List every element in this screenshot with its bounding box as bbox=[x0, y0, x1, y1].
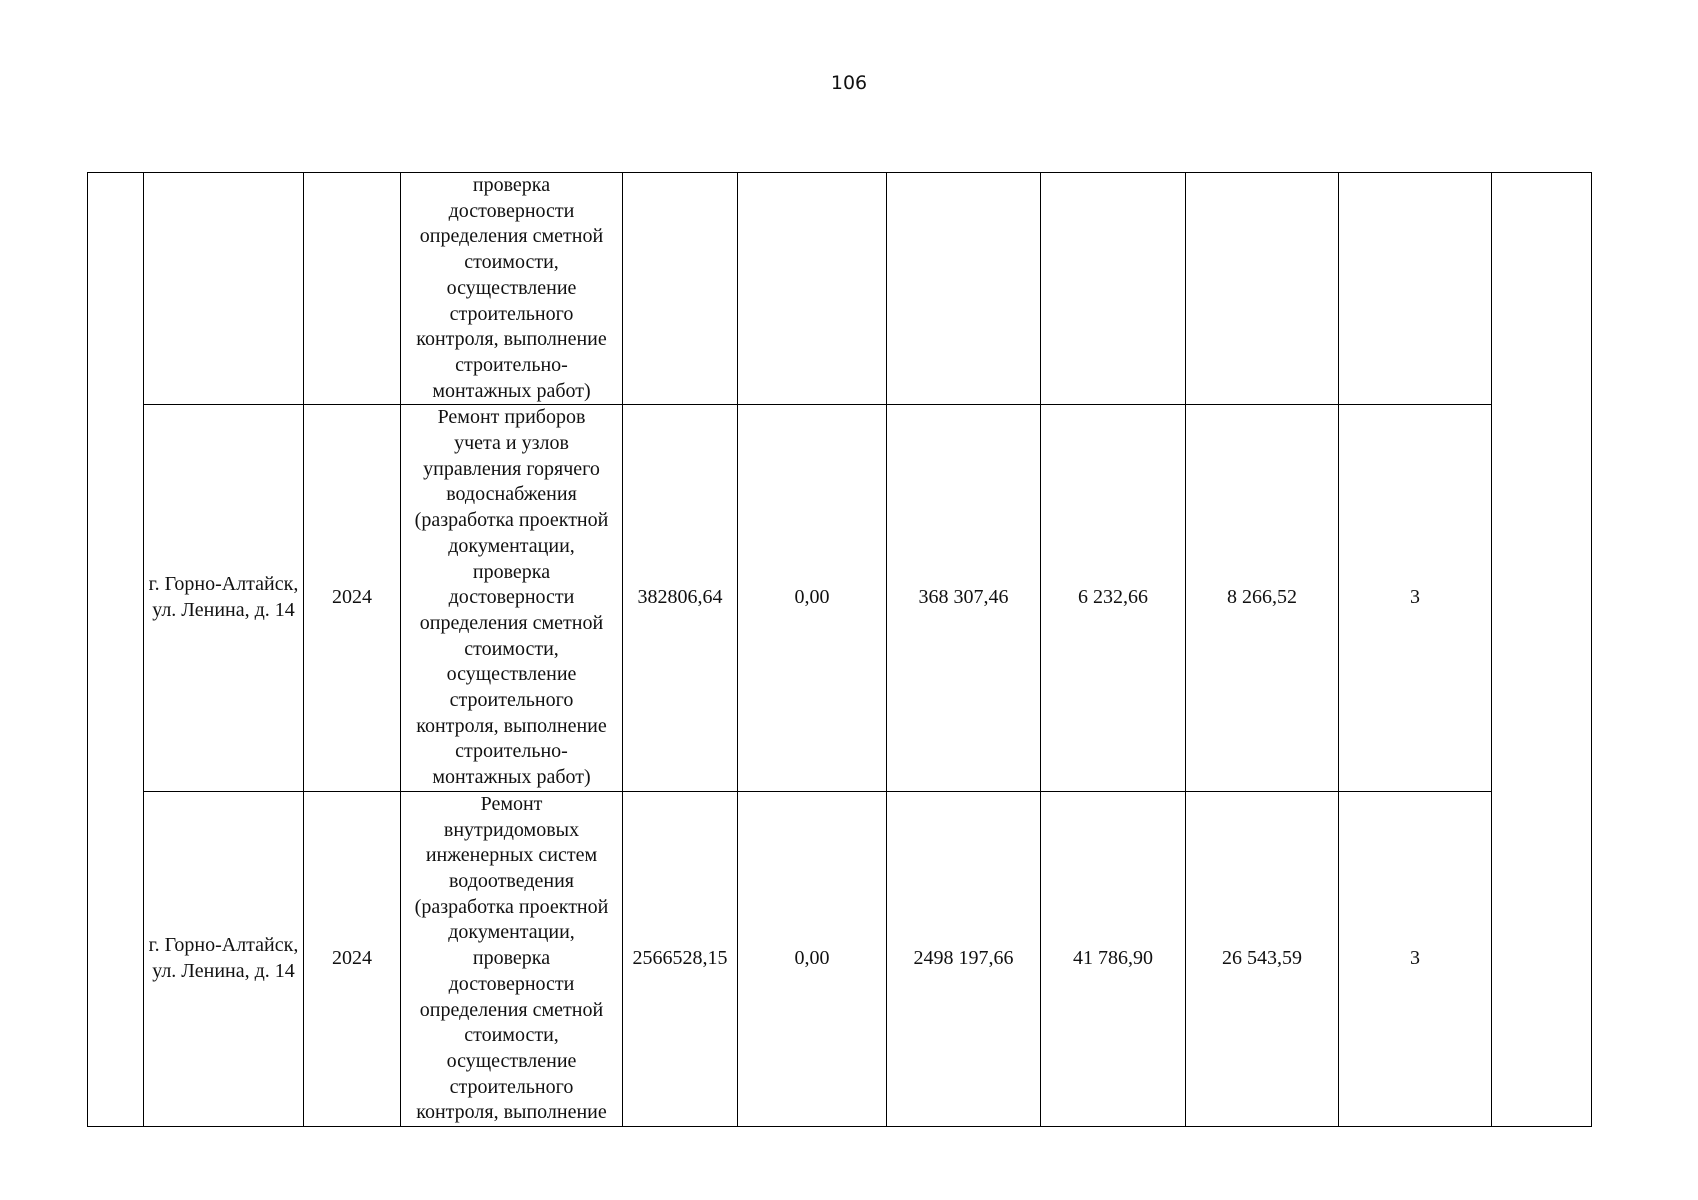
local-funds-cell: 41 786,90 bbox=[1041, 791, 1186, 1126]
description-line: водоотведения bbox=[449, 869, 574, 892]
description-line: монтажных работ) bbox=[432, 379, 591, 402]
federal-funds-cell: 0,00 bbox=[738, 405, 887, 792]
address-cell: г. Горно-Алтайск, ул. Ленина, д. 14 bbox=[144, 405, 304, 792]
local-funds-cell: 6 232,66 bbox=[1041, 405, 1186, 792]
owners-funds-cell: 8 266,52 bbox=[1186, 405, 1339, 792]
description-line: проверка bbox=[472, 560, 551, 583]
description-line: достоверности bbox=[448, 972, 575, 995]
regional-funds-cell: 368 307,46 bbox=[887, 405, 1041, 792]
row-number-cell bbox=[88, 173, 144, 1127]
description-line: определения сметной bbox=[419, 611, 604, 634]
description-cell bbox=[401, 405, 623, 792]
address-cell: г. Горно-Алтайск, ул. Ленина, д. 14 bbox=[144, 791, 304, 1126]
description-line: документации, bbox=[448, 921, 575, 944]
description-line: проверка bbox=[472, 947, 551, 970]
description-line: стоимости, bbox=[464, 251, 559, 274]
description-line: водоснабжения bbox=[446, 483, 577, 506]
description-line: строительного bbox=[449, 302, 574, 325]
description-line: достоверности bbox=[448, 586, 575, 609]
notes-cell bbox=[1492, 173, 1592, 1127]
description-line: определения сметной bbox=[419, 225, 604, 248]
description-line: достоверности bbox=[448, 199, 575, 222]
description-line: Ремонт bbox=[480, 792, 543, 815]
description-cell bbox=[401, 173, 623, 405]
year-cell bbox=[304, 173, 401, 405]
total-cost-cell bbox=[623, 173, 738, 405]
description-line: контроля, выполнение bbox=[416, 328, 607, 351]
description-line: осуществление bbox=[446, 276, 577, 299]
description-line: документации, bbox=[448, 534, 575, 557]
total-cost-cell: 382806,64 bbox=[623, 405, 738, 792]
description-line: (разработка проектной bbox=[414, 509, 609, 532]
description-line: контроля, выполнение bbox=[416, 1101, 607, 1124]
works-table bbox=[87, 172, 1592, 1127]
regional-funds-cell bbox=[887, 173, 1041, 405]
description-cell bbox=[401, 791, 623, 1126]
federal-funds-cell bbox=[738, 173, 887, 405]
description-line: проверка bbox=[472, 174, 551, 196]
table-row bbox=[88, 791, 1592, 1126]
local-funds-cell bbox=[1041, 173, 1186, 405]
owners-funds-cell: 26 543,59 bbox=[1186, 791, 1339, 1126]
table-row bbox=[88, 173, 1592, 405]
description-line: внутридомовых bbox=[443, 818, 580, 841]
description-line: управления горячего bbox=[423, 457, 600, 480]
description-line: определения сметной bbox=[419, 998, 604, 1021]
page-number: 106 bbox=[830, 72, 868, 94]
description-line: осуществление bbox=[446, 663, 577, 686]
description-line: контроля, выполнение bbox=[416, 714, 607, 737]
description-line: строительно- bbox=[455, 740, 568, 763]
year-cell: 2024 bbox=[304, 791, 401, 1126]
description-line: стоимости, bbox=[464, 1024, 559, 1047]
code-cell bbox=[1339, 173, 1492, 405]
description-line: (разработка проектной bbox=[414, 895, 609, 918]
description-line: стоимости, bbox=[464, 637, 559, 660]
description-line: учета и узлов bbox=[454, 432, 569, 455]
regional-funds-cell: 2498 197,66 bbox=[887, 791, 1041, 1126]
description-line: строительного bbox=[449, 1075, 574, 1098]
year-cell: 2024 bbox=[304, 405, 401, 792]
description-line: осуществление bbox=[446, 1049, 577, 1072]
description-line: Ремонт приборов bbox=[437, 406, 586, 429]
code-cell: 3 bbox=[1339, 405, 1492, 792]
code-cell: 3 bbox=[1339, 791, 1492, 1126]
description-line: строительно- bbox=[455, 353, 568, 376]
address-cell bbox=[144, 173, 304, 405]
description-line: монтажных работ) bbox=[432, 766, 591, 789]
total-cost-cell: 2566528,15 bbox=[623, 791, 738, 1126]
table-row bbox=[88, 405, 1592, 792]
owners-funds-cell bbox=[1186, 173, 1339, 405]
description-line: инженерных систем bbox=[425, 844, 598, 867]
federal-funds-cell: 0,00 bbox=[738, 791, 887, 1126]
description-line: строительного bbox=[449, 689, 574, 712]
